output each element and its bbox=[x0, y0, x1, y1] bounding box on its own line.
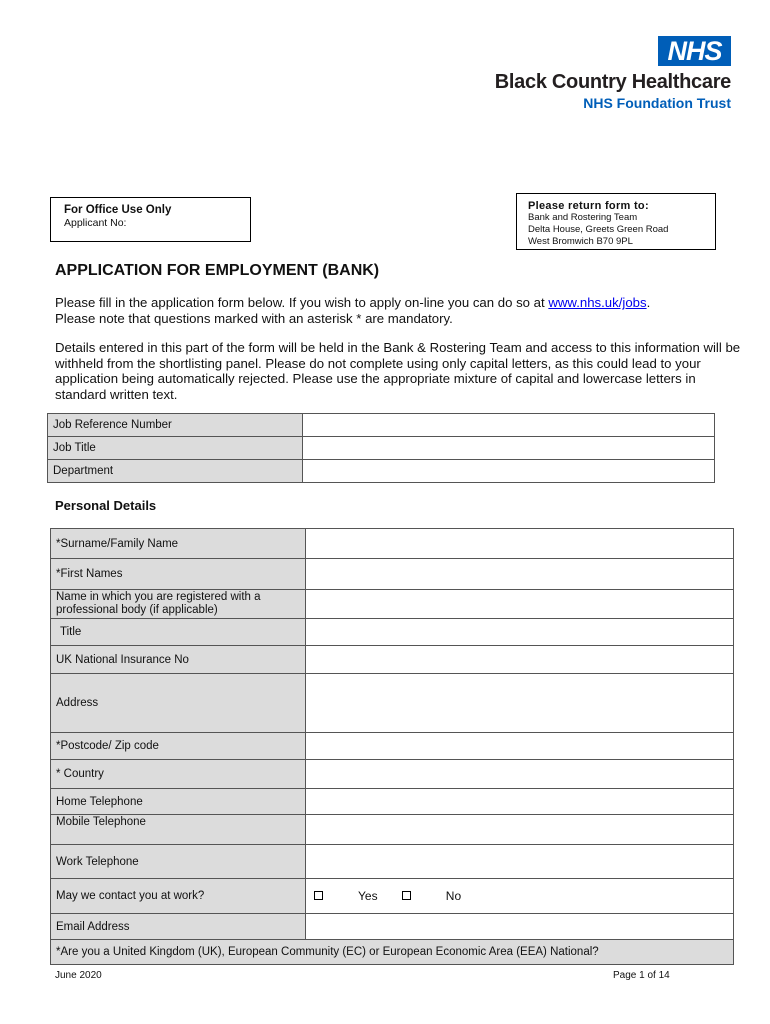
ni-field[interactable] bbox=[306, 646, 734, 674]
yes-checkbox[interactable] bbox=[314, 891, 323, 900]
nhs-logo: NHS bbox=[658, 36, 731, 66]
office-use-box bbox=[50, 197, 251, 242]
table-row bbox=[51, 733, 734, 760]
professional-name-field[interactable] bbox=[306, 590, 734, 619]
table-row bbox=[48, 460, 715, 483]
table-row bbox=[51, 529, 734, 559]
yes-option[interactable] bbox=[314, 889, 378, 903]
page-number: Page 1 of 14 bbox=[613, 970, 670, 981]
personal-details-heading: Personal Details bbox=[55, 498, 157, 513]
page-title: APPLICATION FOR EMPLOYMENT (BANK) bbox=[55, 262, 380, 279]
table-row bbox=[51, 760, 734, 789]
nationality-question: *Are you a United Kingdom (UK), European Community (EC) or European Economic Area (EEA) National? bbox=[51, 940, 734, 965]
country-field[interactable] bbox=[306, 760, 734, 789]
table-row bbox=[48, 414, 715, 437]
job-reference-label: Job Reference Number bbox=[48, 414, 303, 437]
country-label: * Country bbox=[51, 760, 306, 789]
table-row bbox=[51, 914, 734, 940]
contact-at-work-options bbox=[306, 879, 734, 914]
yes-label: Yes bbox=[358, 888, 378, 903]
nhs-jobs-link[interactable]: www.nhs.uk/jobs bbox=[548, 295, 647, 310]
org-name: Black Country Healthcare bbox=[494, 71, 731, 93]
table-row bbox=[51, 940, 734, 965]
table-row bbox=[51, 619, 734, 646]
mandatory-note: Please note that questions marked with an asterisk * are mandatory. bbox=[55, 310, 453, 326]
address-field[interactable] bbox=[306, 674, 734, 733]
return-title: Please return form to: bbox=[528, 200, 649, 212]
contact-at-work-label: May we contact you at work? bbox=[51, 879, 306, 914]
intro-text-end: . bbox=[646, 295, 651, 310]
home-telephone-field[interactable] bbox=[306, 789, 734, 815]
job-details-table bbox=[47, 413, 715, 483]
table-row bbox=[51, 559, 734, 590]
job-title-field[interactable] bbox=[303, 437, 715, 460]
surname-field[interactable] bbox=[306, 529, 734, 559]
postcode-field[interactable] bbox=[306, 733, 734, 760]
professional-name-label: Name in which you are registered with a professional body (if applicable) bbox=[51, 590, 306, 619]
office-use-title: For Office Use Only bbox=[64, 204, 172, 216]
table-row bbox=[48, 437, 715, 460]
table-row bbox=[51, 879, 734, 914]
table-row bbox=[51, 789, 734, 815]
table-row bbox=[51, 590, 734, 619]
title-field[interactable] bbox=[306, 619, 734, 646]
home-telephone-label: Home Telephone bbox=[51, 789, 306, 815]
job-title-label: Job Title bbox=[48, 437, 303, 460]
first-names-field[interactable] bbox=[306, 559, 734, 590]
return-line: Bank and Rostering Team bbox=[528, 212, 638, 223]
table-row bbox=[51, 674, 734, 733]
return-address-box bbox=[516, 193, 716, 250]
work-telephone-label: Work Telephone bbox=[51, 845, 306, 879]
return-line: West Bromwich B70 9PL bbox=[528, 236, 633, 247]
email-label: Email Address bbox=[51, 914, 306, 940]
job-reference-field[interactable] bbox=[303, 414, 715, 437]
address-label: Address bbox=[51, 674, 306, 733]
no-option[interactable] bbox=[402, 889, 461, 903]
intro-paragraph bbox=[55, 295, 745, 326]
first-names-label: *First Names bbox=[51, 559, 306, 590]
return-line: Delta House, Greets Green Road bbox=[528, 224, 669, 235]
table-row bbox=[51, 845, 734, 879]
department-label: Department bbox=[48, 460, 303, 483]
table-row bbox=[51, 815, 734, 845]
personal-details-table bbox=[50, 528, 734, 965]
ni-label: UK National Insurance No bbox=[51, 646, 306, 674]
no-checkbox[interactable] bbox=[402, 891, 411, 900]
intro-text: Please fill in the application form below. If you wish to apply on-line you can do so at bbox=[55, 295, 549, 310]
email-field[interactable] bbox=[306, 914, 734, 940]
mobile-telephone-label: Mobile Telephone bbox=[51, 815, 306, 845]
org-subtitle: NHS Foundation Trust bbox=[583, 95, 731, 111]
table-row bbox=[51, 646, 734, 674]
no-label: No bbox=[445, 888, 462, 903]
title-label: Title bbox=[51, 619, 306, 646]
surname-label: *Surname/Family Name bbox=[51, 529, 306, 559]
details-paragraph: Details entered in this part of the form will be held in the Bank & Rostering Team and access to this information will be withheld from the shortlisting panel. Please do not complete using only capital letters, as this could lead to your application being automatically rejected. Please use the appropriate mixture of capital and lowercase letters in standard written text. bbox=[55, 340, 741, 402]
work-telephone-field[interactable] bbox=[306, 845, 734, 879]
postcode-label: *Postcode/ Zip code bbox=[51, 733, 306, 760]
mobile-telephone-field[interactable] bbox=[306, 815, 734, 845]
department-field[interactable] bbox=[303, 460, 715, 483]
footer-date: June 2020 bbox=[55, 970, 102, 981]
applicant-no-label: Applicant No: bbox=[64, 217, 127, 229]
